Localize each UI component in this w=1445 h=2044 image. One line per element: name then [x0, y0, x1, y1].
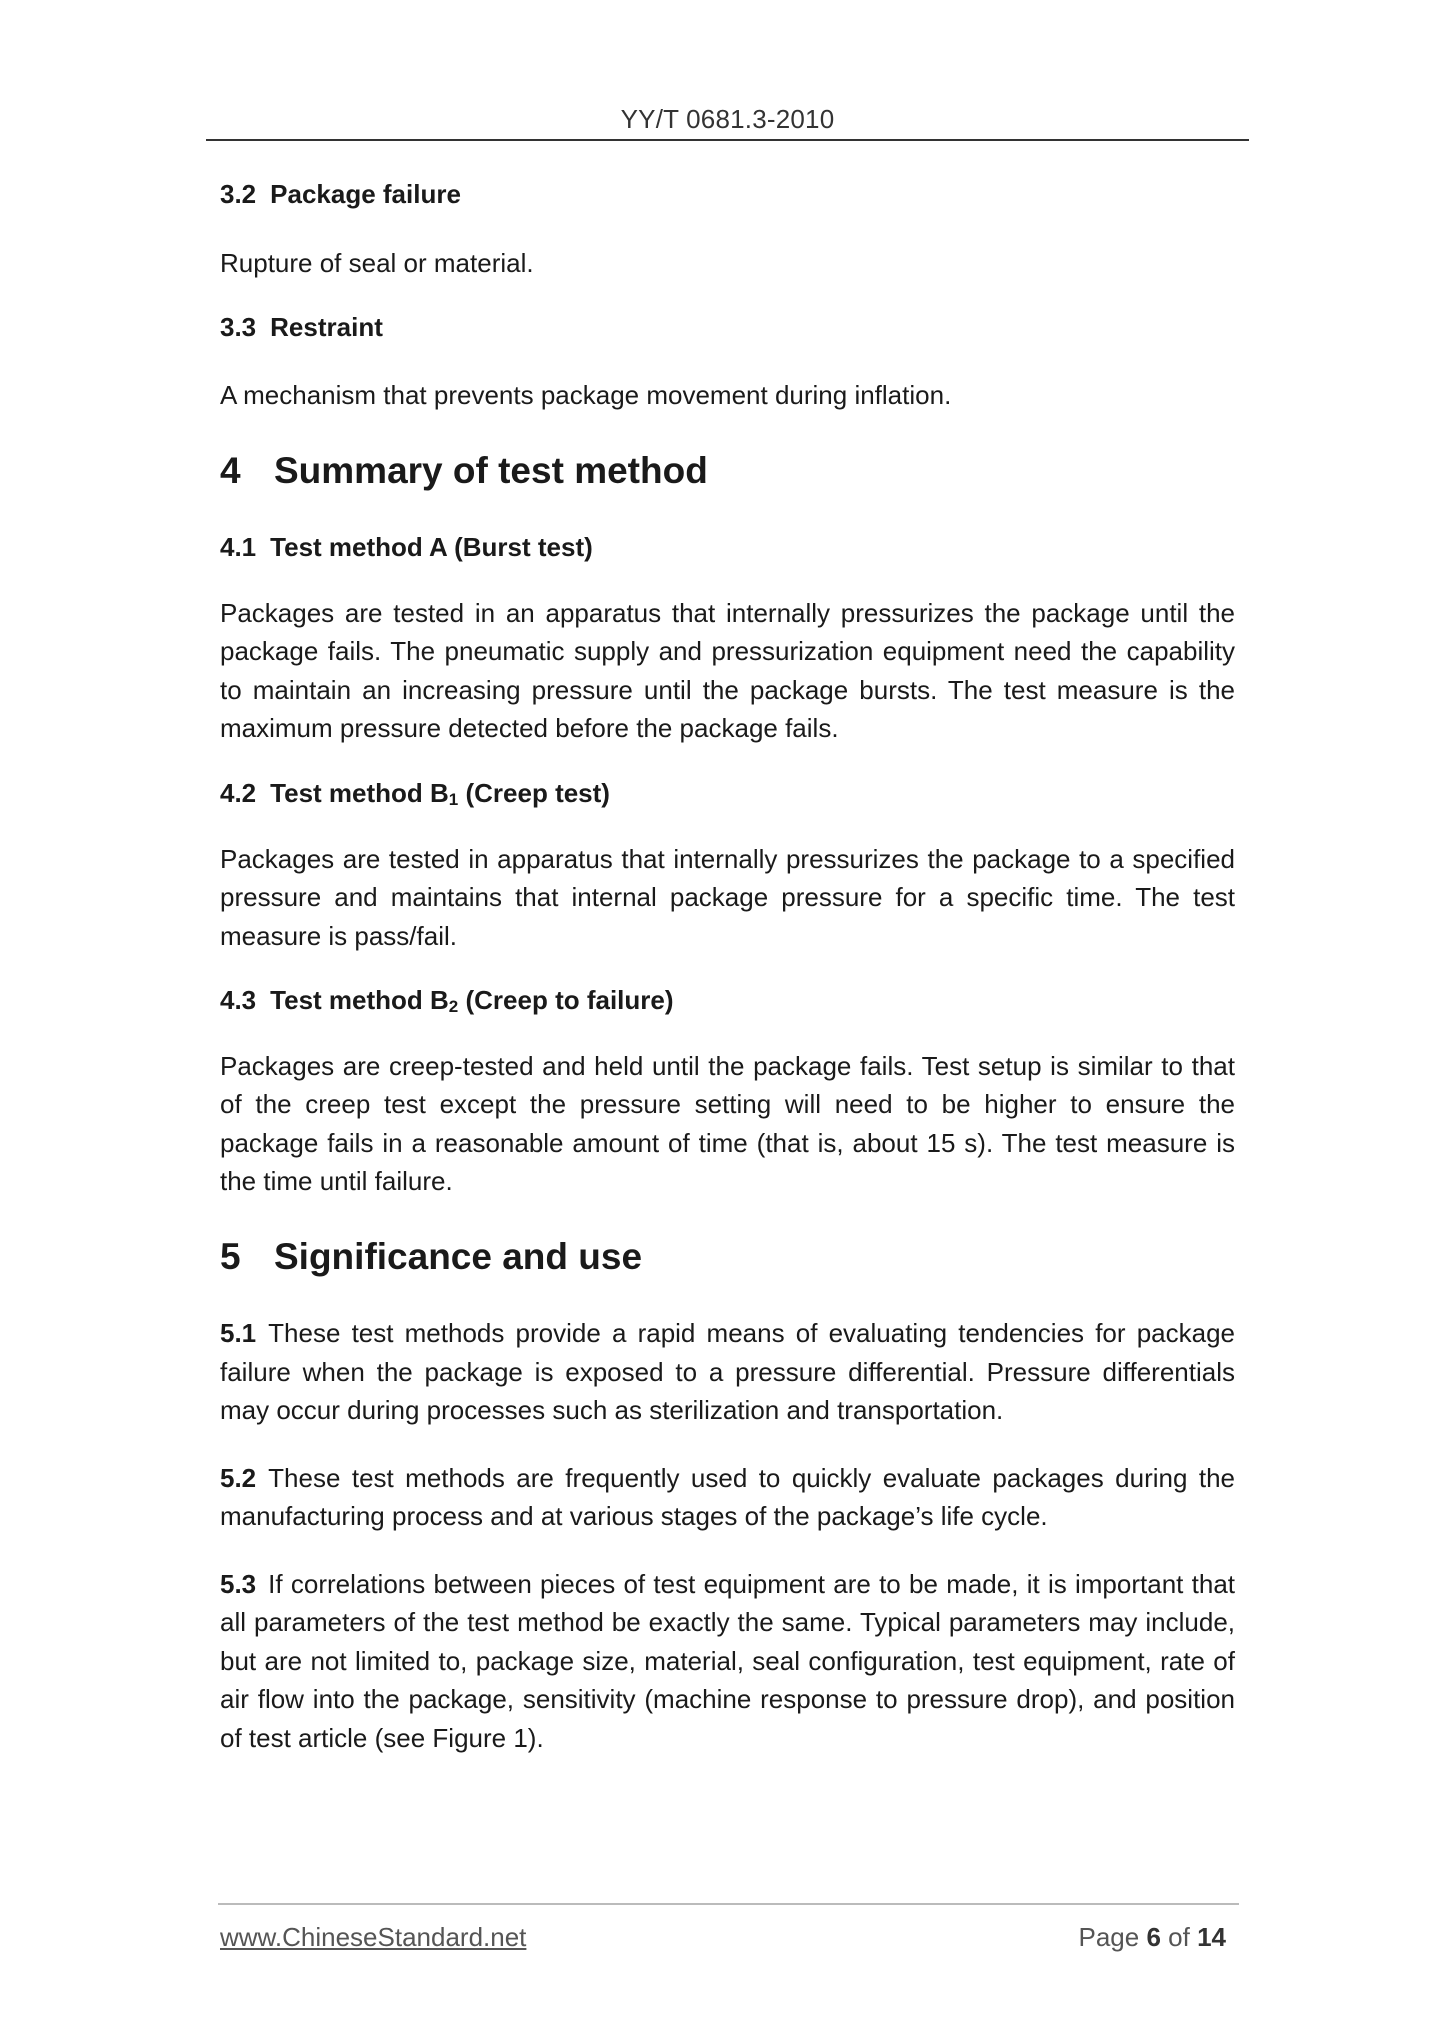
- clause-text: These test methods are frequently used to quickly evaluate packages during the manufacturing process and at various stages of the package’s life cycle.: [220, 1462, 1235, 1532]
- paragraph-4-1: Packages are tested in an apparatus that internally pressurizes the package until the package fails. The pneumatic supply and pressurization equipment need the capability to maintain an increasing pressure until the package bursts. The test measure is the maximum pressure detected before the package fails.: [220, 597, 1235, 744]
- paragraph-5-1: [220, 1314, 1235, 1430]
- heading-number: 4.3: [220, 985, 257, 1016]
- clause-text: If correlations between pieces of test equipment are to be made, it is important that all parameters of the test method be exactly the same. Typical parameters may include, but are not limited to, package size, material, seal configuration, test equipment, rate of air flow into the package, sensitivity (machine response to pressure drop), and position of test article (see Figure 1).: [220, 1568, 1235, 1753]
- heading-subscript: 2: [448, 997, 459, 1017]
- section-number: 5: [220, 1235, 241, 1277]
- clause-number: 5.2: [220, 1462, 257, 1493]
- clause-text: These test methods provide a rapid means of evaluating tendencies for package failure when the package is exposed to a pressure differential. Pressure differentials may occur during processes such as sterilization and transportation.: [220, 1318, 1235, 1426]
- clause-number: 5.3: [220, 1568, 257, 1599]
- heading-3-3: [220, 311, 1235, 345]
- section-title: Significance and use: [274, 1235, 643, 1277]
- page-total: 14: [1197, 1922, 1226, 1952]
- heading-title-pre: Test method B: [270, 985, 449, 1016]
- heading-title-pre: Test method B: [270, 777, 449, 808]
- clause-number: 5.1: [220, 1318, 257, 1349]
- heading-3-2: [220, 178, 1235, 212]
- page-current: 6: [1146, 1922, 1161, 1952]
- page-word: Page: [1078, 1922, 1140, 1952]
- section-number: 4: [220, 449, 241, 491]
- heading-number: 4.2: [220, 777, 257, 808]
- paragraph-5-3: [220, 1565, 1235, 1758]
- heading-4-1: [220, 531, 1235, 565]
- paragraph-5-2: [220, 1459, 1235, 1536]
- website-link[interactable]: www.ChineseStandard.net: [220, 1922, 527, 1952]
- heading-section-5: [220, 1235, 1235, 1279]
- footer-rule: [218, 1903, 1239, 1905]
- heading-title: Restraint: [270, 312, 383, 343]
- paragraph-3-2: Rupture of seal or material.: [220, 247, 534, 278]
- heading-4-2: [220, 777, 1235, 811]
- header-rule: [206, 139, 1249, 141]
- paragraph-3-3: A mechanism that prevents package movement during inflation.: [220, 380, 952, 411]
- paragraph-4-3: Packages are creep-tested and held until the package fails. Test setup is similar to that of the creep test except the pressure setting will need to be higher to ensure the package fails in a reasonable amount of time (that is, about 15 s). The test measure is the time until failure.: [220, 1050, 1235, 1197]
- heading-title: Package failure: [270, 179, 461, 209]
- page-content: [220, 170, 1235, 1757]
- heading-title-post: (Creep to failure): [458, 985, 674, 1016]
- page-indicator: [1078, 1922, 1226, 1953]
- heading-title-post: (Creep test): [458, 777, 610, 808]
- section-title: Summary of test method: [274, 449, 708, 491]
- paragraph-4-2: Packages are tested in apparatus that internally pressurizes the package to a specified pressure and maintains that internal package pressure for a specific time. The test measure is pass/fail.: [220, 843, 1235, 951]
- document-id-header: YY/T 0681.3-2010: [620, 104, 835, 134]
- heading-section-4: [220, 449, 1235, 493]
- page-of: of: [1168, 1922, 1190, 1952]
- heading-number: 3.2: [220, 179, 257, 209]
- heading-4-3: [220, 984, 1235, 1018]
- heading-subscript: 1: [448, 789, 459, 809]
- heading-number: 4.1: [220, 531, 257, 562]
- heading-title: Test method A (Burst test): [270, 531, 593, 562]
- heading-number: 3.3: [220, 312, 257, 343]
